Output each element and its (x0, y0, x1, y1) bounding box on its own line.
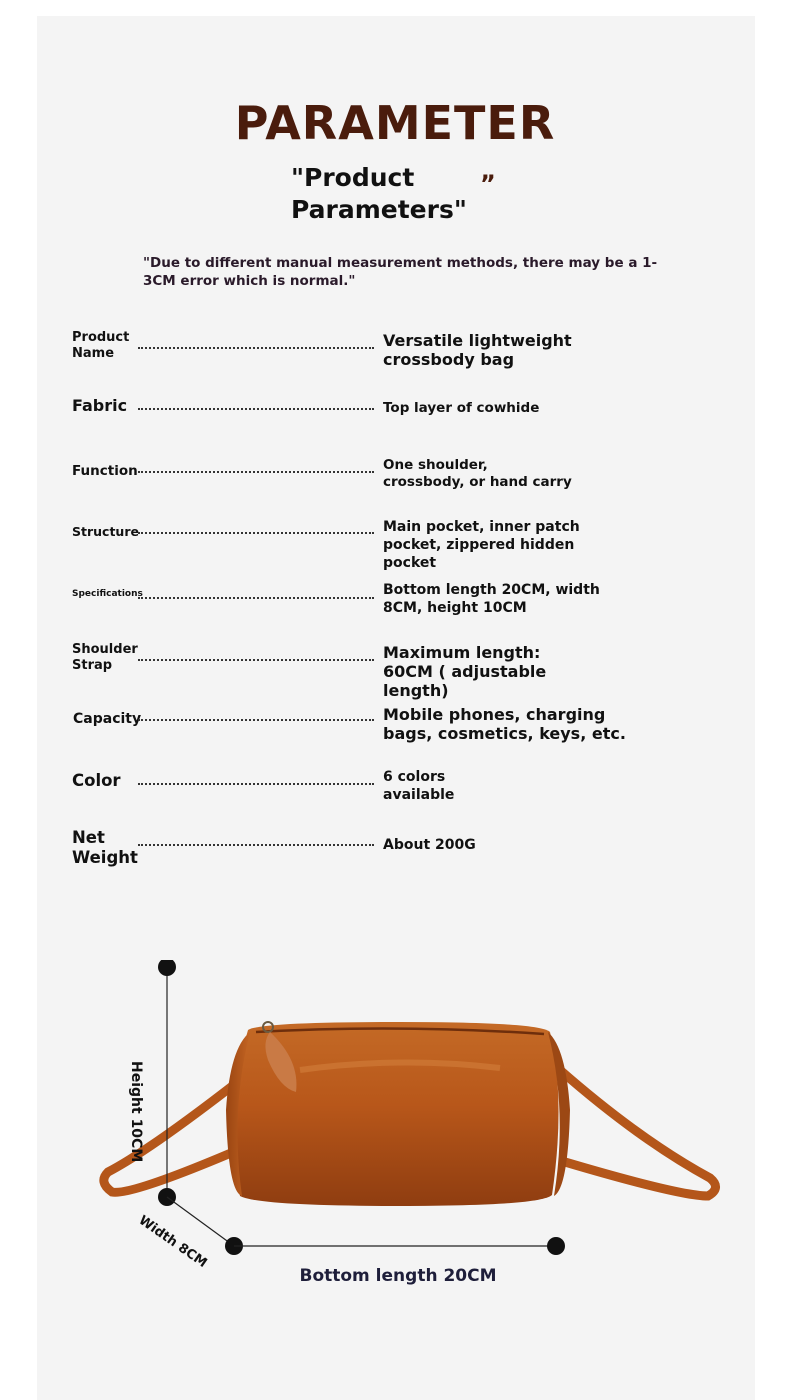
dotted-leader (138, 844, 374, 846)
param-label: Shoulder Strap (72, 642, 138, 673)
bottom-length-label: Bottom length 20CM (299, 1266, 497, 1286)
param-label: Structure (72, 524, 139, 539)
strap-right (560, 1070, 716, 1196)
param-label: Function (72, 463, 138, 479)
height-label: Height 10CM (128, 1061, 144, 1163)
dotted-leader (138, 597, 374, 599)
param-label: Fabric (72, 396, 128, 415)
param-value: One shoulder, crossbody, or hand carry (383, 457, 572, 490)
subtitle: "Product Parameters" (291, 163, 467, 224)
dotted-leader (138, 719, 374, 721)
param-label: Net Weight (72, 828, 138, 867)
dotted-leader (138, 471, 374, 473)
param-value: Bottom length 20CM, width 8CM, height 10CM (383, 582, 600, 616)
width-label: Width 8CM (135, 1212, 210, 1271)
length-dot (547, 1237, 565, 1255)
dotted-leader (138, 783, 374, 785)
param-value: Maximum length: 60CM ( adjustable length) (383, 643, 547, 700)
param-label: Specifications (72, 589, 143, 599)
dotted-leader (138, 532, 374, 534)
dotted-leader (138, 347, 374, 349)
dotted-leader (138, 408, 374, 410)
param-value: Mobile phones, charging bags, cosmetics, keys, etc. (383, 705, 626, 743)
page-title: PARAMETER (234, 96, 556, 150)
param-value: About 200G (383, 837, 476, 853)
param-label: Capacity (73, 711, 142, 727)
measurement-note: "Due to different manual measurement methods, there may be a 1-3CM error which is normal." (143, 255, 658, 289)
dotted-leader (138, 659, 374, 661)
param-value: 6 colors available (383, 769, 455, 803)
strap-left (104, 1080, 240, 1192)
param-value: Top layer of cowhide (383, 400, 540, 416)
param-label: Color (72, 771, 121, 790)
param-value: Main pocket, inner patch pocket, zippered hidden pocket (383, 519, 580, 571)
height-dot-top (158, 960, 176, 976)
param-value: Versatile lightweight crossbody bag (383, 331, 572, 369)
param-label: Product Name (72, 330, 130, 361)
closing-quote-mark: ” (480, 170, 496, 198)
